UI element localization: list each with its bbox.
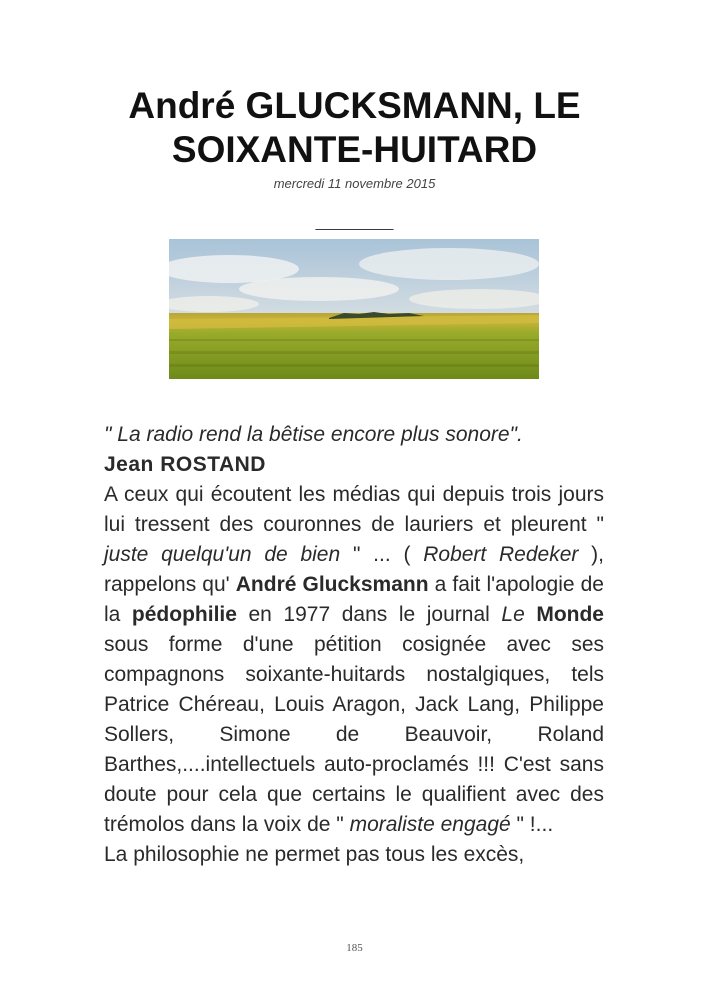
page-number: 185 — [346, 942, 363, 954]
title-separator: __________ — [315, 214, 394, 230]
article-title — [0, 84, 709, 172]
article-body — [104, 420, 604, 870]
paragraph-1-italic: juste quelqu'un de bien — [104, 543, 341, 566]
paragraph-1-bold: André Glucksmann — [235, 573, 429, 596]
paragraph-1-text: sous forme d'une pétition cosignée avec ses compagnons soixante-huitards nostalgiques, tels Patrice Chéreau, Louis Aragon, Jack Lang, Philippe Sollers, Simone de Beauvoir, Roland Barthes,....intellectuels auto-proclamés !!! C'est sans doute pour cela que certains le qualifient avec des trémolos dans la voix de " — [104, 633, 604, 836]
paragraph-1-text: " ... ( — [340, 543, 424, 566]
paragraph-1-bold: Monde — [536, 603, 604, 626]
epigraph-quote: " La radio rend la bêtise encore plus sonore". — [104, 423, 523, 446]
paragraph-1-italic: Le — [501, 603, 525, 626]
title-line-2: SOIXANTE-HUITARD — [171, 129, 538, 170]
paragraph-1-text: A ceux qui écoutent les médias qui depuis trois jours lui tressent des couronnes de lauriers et pleurent " — [104, 483, 604, 536]
epigraph-author: Jean ROSTAND — [104, 453, 266, 476]
paragraph-1-italic: Robert Redeker — [423, 543, 579, 566]
landscape-photo — [169, 239, 539, 379]
paragraph-1-text: en 1977 dans le journal — [236, 603, 502, 626]
paragraph-1-text: " !... — [510, 813, 554, 836]
paragraph-1-italic: moraliste engagé — [349, 813, 511, 836]
paragraph-1-text: ), rappelons qu' — [104, 543, 605, 596]
paragraph-1-bold: pédophilie — [131, 603, 237, 626]
publication-date: mercredi 11 novembre 2015 — [273, 176, 436, 191]
paragraph-1 — [104, 480, 604, 840]
paragraph-1-text: a fait l'apologie de la — [104, 573, 604, 626]
title-line-1: André GLUCKSMANN, LE — [128, 85, 581, 126]
paragraph-2: La philosophie ne permet pas tous les excès, — [104, 843, 525, 866]
field-landscape-image — [169, 239, 539, 379]
